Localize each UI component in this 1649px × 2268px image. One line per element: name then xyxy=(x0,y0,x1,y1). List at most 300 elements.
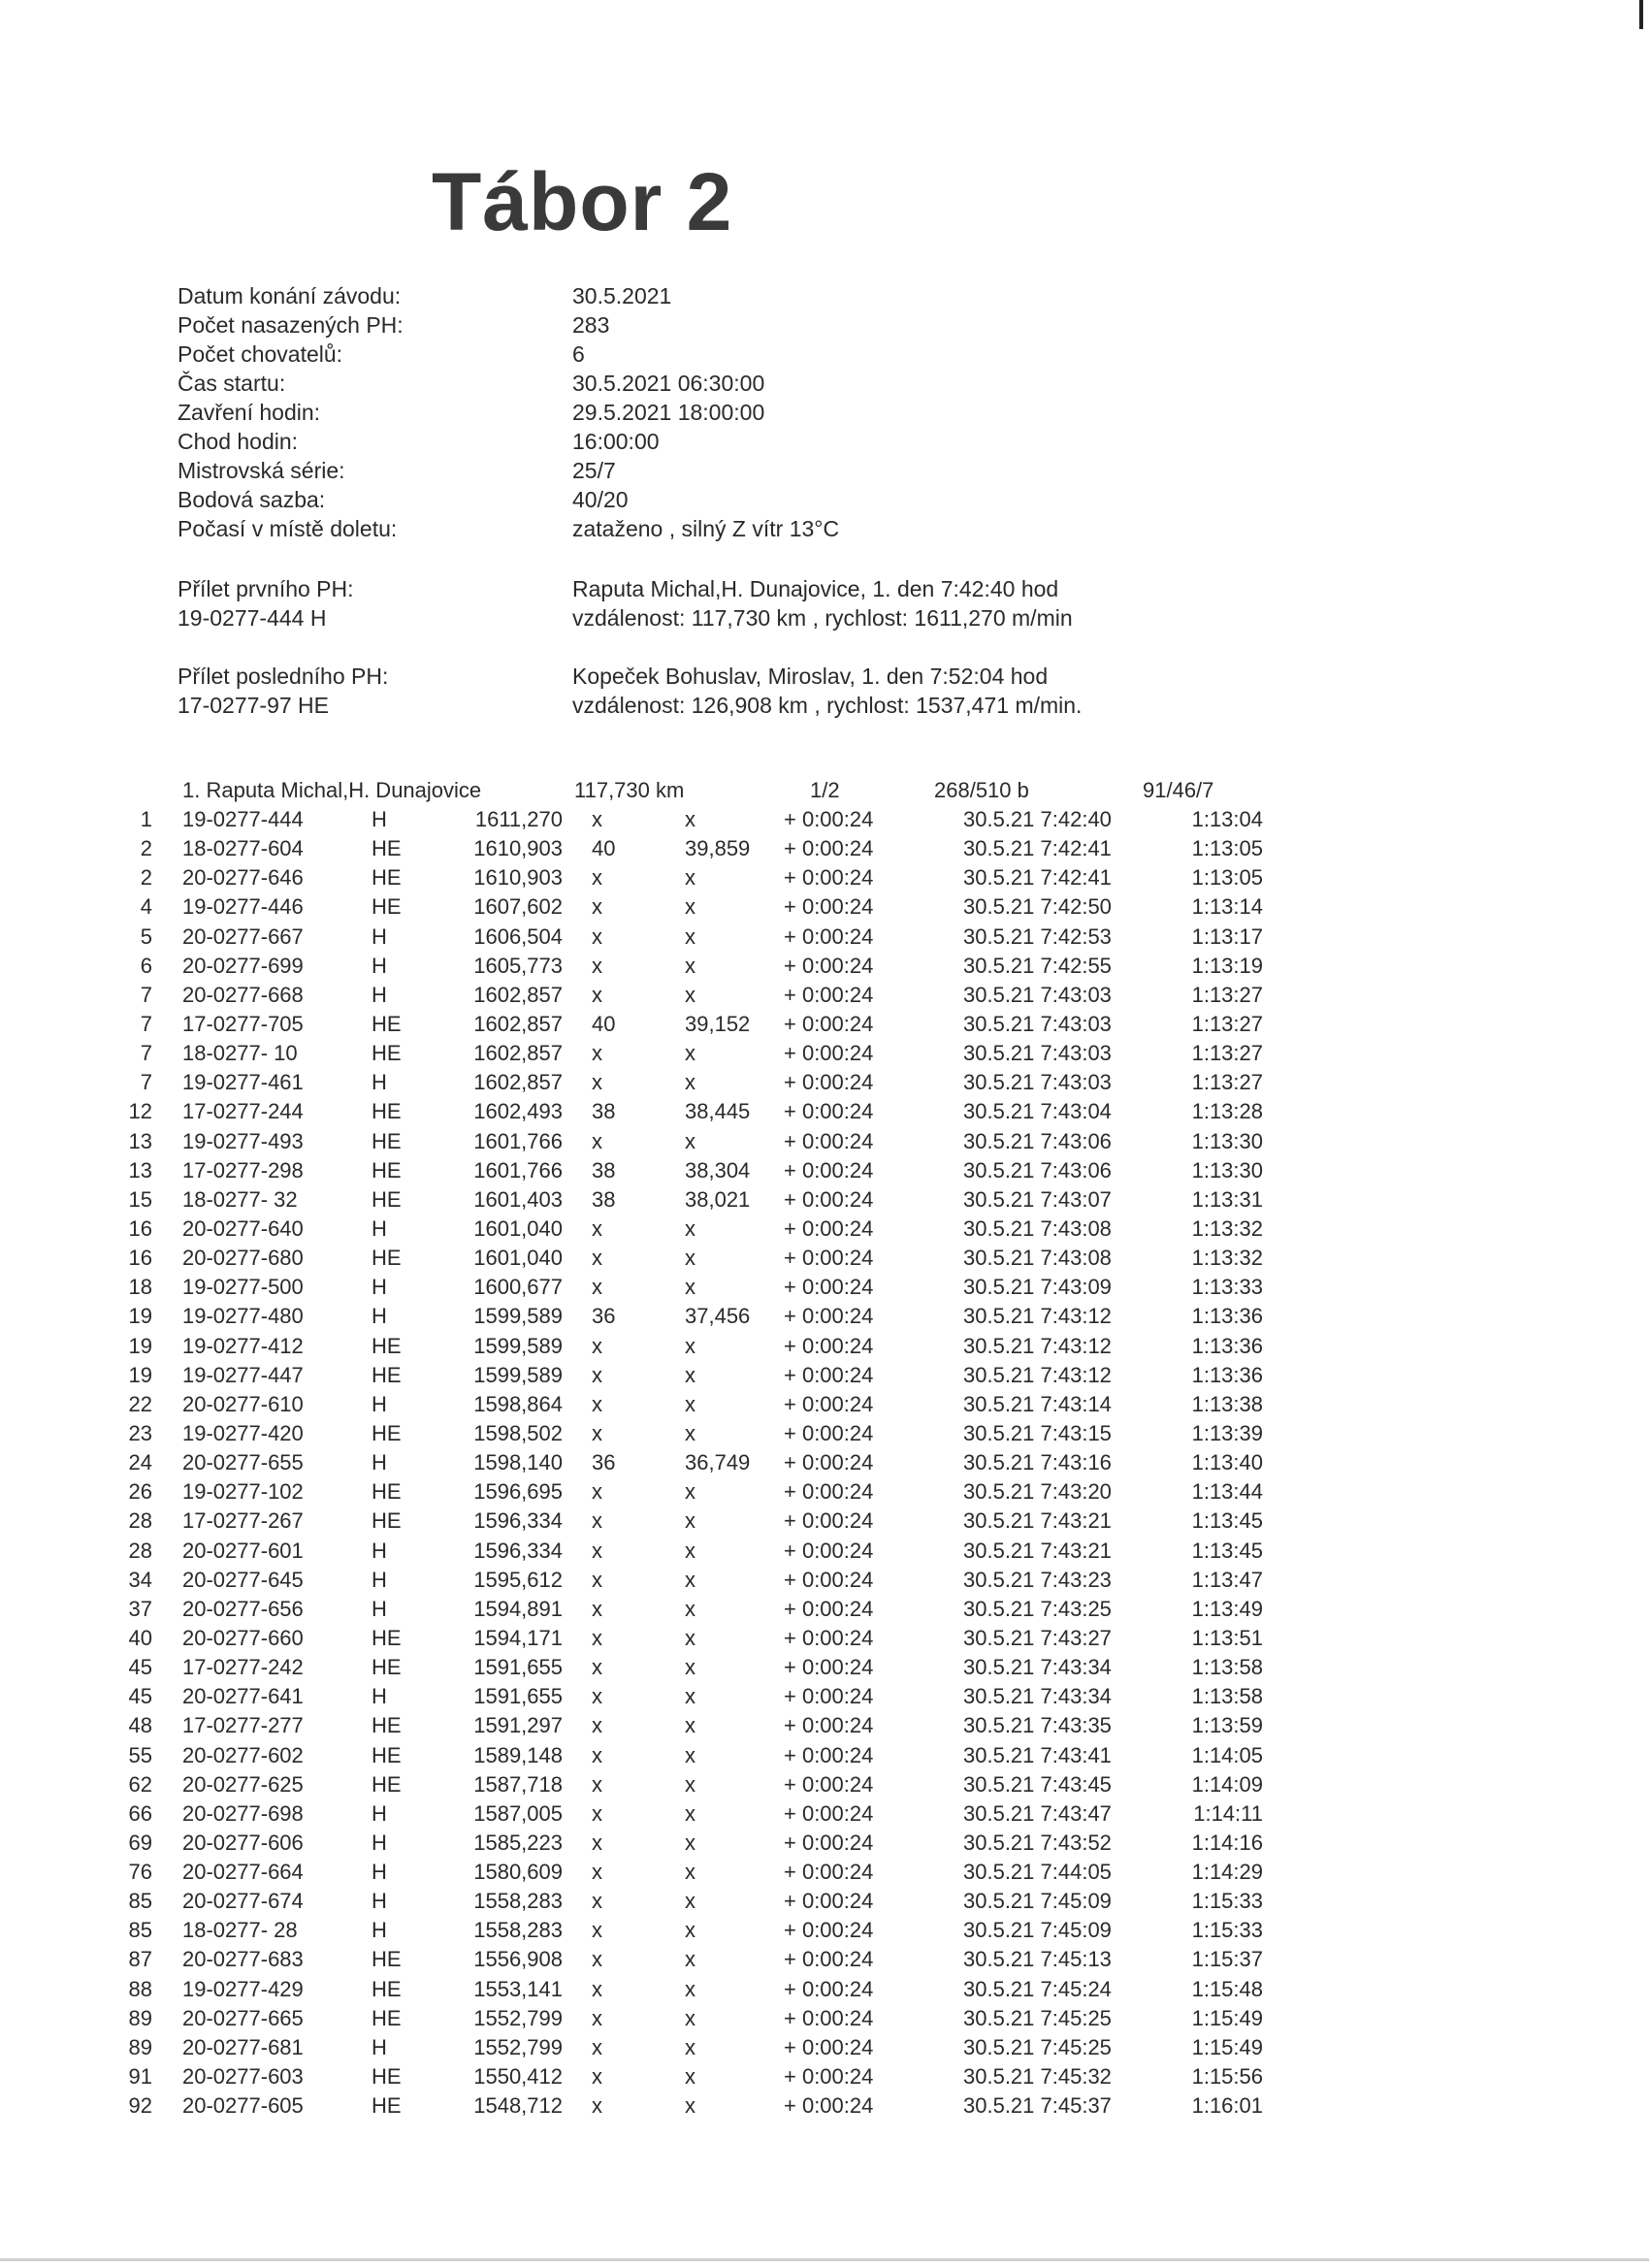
sex-cell: H xyxy=(372,1391,387,1416)
sex-cell: H xyxy=(372,1596,387,1621)
speed-cell: 1587,718 xyxy=(473,1771,563,1797)
last-arrival-label: Přílet posledního PH: xyxy=(178,664,389,689)
clock-correction-cell: + 0:00:24 xyxy=(784,1860,874,1885)
sex-cell: HE xyxy=(372,1625,402,1650)
table-row xyxy=(0,1361,1649,1390)
rank-cell: 15 xyxy=(128,1186,152,1212)
rank-cell: 85 xyxy=(128,1918,152,1943)
flight-time-cell: 1:13:27 xyxy=(1191,982,1263,1007)
speed-cell: 1587,005 xyxy=(473,1800,563,1826)
sex-cell: HE xyxy=(372,1128,402,1153)
coefficient-cell: x xyxy=(685,894,695,920)
coefficient-cell: x xyxy=(685,1041,695,1066)
table-row xyxy=(0,1711,1649,1740)
clock-correction-cell: + 0:00:24 xyxy=(784,1304,874,1329)
coefficient-cell: x xyxy=(685,1567,695,1592)
speed-cell: 1596,334 xyxy=(473,1538,563,1563)
clock-correction-cell: + 0:00:24 xyxy=(784,1275,874,1300)
clock-correction-cell: + 0:00:24 xyxy=(784,1800,874,1826)
coefficient-cell: x xyxy=(685,1479,695,1505)
sex-cell: HE xyxy=(372,1157,402,1183)
coefficient-cell: 38,021 xyxy=(685,1186,751,1212)
arrival-time-cell: 30.5.21 7:42:40 xyxy=(963,807,1112,831)
info-value: 25/7 xyxy=(572,458,616,483)
scan-bottom-edge xyxy=(0,2258,1649,2261)
points-cell: 40 xyxy=(592,836,616,861)
sex-cell: HE xyxy=(372,2093,402,2119)
points-cell: x xyxy=(592,1655,602,1680)
arrival-time-cell: 30.5.21 7:43:34 xyxy=(963,1684,1112,1709)
ring-number-cell: 18-0277- 10 xyxy=(182,1041,298,1066)
info-value: 283 xyxy=(572,312,610,338)
ring-number-cell: 20-0277-665 xyxy=(182,2005,304,2030)
rank-cell: 7 xyxy=(140,1070,152,1095)
points-cell: x xyxy=(592,2034,602,2059)
table-row xyxy=(0,1477,1649,1507)
table-row xyxy=(0,1068,1649,1097)
arrival-time-cell: 30.5.21 7:43:21 xyxy=(963,1538,1112,1563)
flight-time-cell: 1:15:33 xyxy=(1191,1889,1263,1914)
coefficient-cell: x xyxy=(685,1070,695,1095)
speed-cell: 1599,589 xyxy=(473,1333,563,1358)
sex-cell: HE xyxy=(372,1011,402,1036)
rank-cell: 55 xyxy=(128,1742,152,1767)
sex-cell: H xyxy=(372,1538,387,1563)
arrival-time-cell: 30.5.21 7:43:03 xyxy=(963,982,1112,1007)
speed-cell: 1553,141 xyxy=(473,1976,563,2001)
rank-cell: 19 xyxy=(128,1304,152,1329)
arrival-time-cell: 30.5.21 7:43:03 xyxy=(963,1041,1112,1066)
clock-correction-cell: + 0:00:24 xyxy=(784,865,874,891)
clock-correction-cell: + 0:00:24 xyxy=(784,2034,874,2059)
sex-cell: HE xyxy=(372,1655,402,1680)
points-cell: x xyxy=(592,1947,602,1972)
flight-time-cell: 1:13:49 xyxy=(1191,1596,1263,1621)
flight-time-cell: 1:15:49 xyxy=(1191,2034,1263,2059)
flight-time-cell: 1:13:51 xyxy=(1191,1625,1263,1650)
ring-number-cell: 20-0277-605 xyxy=(182,2093,304,2119)
speed-cell: 1580,609 xyxy=(473,1860,563,1885)
sex-cell: HE xyxy=(372,2005,402,2030)
sex-cell: H xyxy=(372,1275,387,1300)
rank-cell: 89 xyxy=(128,2034,152,2059)
points-cell: x xyxy=(592,1215,602,1241)
flight-time-cell: 1:13:04 xyxy=(1191,807,1263,831)
ring-number-cell: 20-0277-645 xyxy=(182,1567,304,1592)
speed-cell: 1552,799 xyxy=(473,2034,563,2059)
clock-correction-cell: + 0:00:24 xyxy=(784,2064,874,2090)
page-title: Tábor 2 xyxy=(432,156,733,247)
points-cell: x xyxy=(592,1275,602,1300)
ring-number-cell: 20-0277-681 xyxy=(182,2034,304,2059)
table-row xyxy=(0,2062,1649,2091)
speed-cell: 1601,766 xyxy=(473,1157,563,1183)
rank-cell: 91 xyxy=(128,2064,152,2090)
sex-cell: HE xyxy=(372,1771,402,1797)
speed-cell: 1602,857 xyxy=(473,982,563,1007)
points-cell: x xyxy=(592,1918,602,1943)
rank-cell: 69 xyxy=(128,1830,152,1855)
arrival-time-cell: 30.5.21 7:43:34 xyxy=(963,1655,1112,1680)
speed-cell: 1596,695 xyxy=(473,1479,563,1505)
clock-correction-cell: + 0:00:24 xyxy=(784,1538,874,1563)
coefficient-cell: x xyxy=(685,1655,695,1680)
arrival-time-cell: 30.5.21 7:43:03 xyxy=(963,1070,1112,1095)
points-cell: x xyxy=(592,1420,602,1445)
coefficient-cell: x xyxy=(685,1128,695,1153)
ring-number-cell: 20-0277-699 xyxy=(182,953,304,978)
info-label: Bodová sazba: xyxy=(178,487,326,512)
info-value: 30.5.2021 xyxy=(572,283,672,308)
coefficient-cell: x xyxy=(685,2093,695,2119)
ring-number-cell: 20-0277-683 xyxy=(182,1947,304,1972)
flight-time-cell: 1:13:30 xyxy=(1191,1128,1263,1153)
info-label: Zavření hodin: xyxy=(178,400,321,425)
rank-cell: 34 xyxy=(128,1567,152,1592)
clock-correction-cell: + 0:00:24 xyxy=(784,1450,874,1475)
speed-cell: 1605,773 xyxy=(473,953,563,978)
coefficient-cell: x xyxy=(685,1333,695,1358)
arrival-time-cell: 30.5.21 7:42:41 xyxy=(963,865,1112,891)
points-cell: x xyxy=(592,1041,602,1066)
clock-correction-cell: + 0:00:24 xyxy=(784,982,874,1007)
speed-cell: 1601,403 xyxy=(473,1186,563,1212)
rank-cell: 87 xyxy=(128,1947,152,1972)
arrival-time-cell: 30.5.21 7:43:08 xyxy=(963,1215,1112,1241)
flight-time-cell: 1:13:33 xyxy=(1191,1275,1263,1300)
rank-cell: 19 xyxy=(128,1362,152,1387)
arrival-time-cell: 30.5.21 7:43:15 xyxy=(963,1420,1112,1445)
rank-cell: 28 xyxy=(128,1508,152,1534)
ring-number-cell: 19-0277-420 xyxy=(182,1420,304,1445)
coefficient-cell: x xyxy=(685,807,695,831)
sex-cell: H xyxy=(372,807,387,831)
sex-cell: H xyxy=(372,1800,387,1826)
ring-number-cell: 20-0277-640 xyxy=(182,1215,304,1241)
ring-number-cell: 17-0277-277 xyxy=(182,1713,304,1738)
clock-correction-cell: + 0:00:24 xyxy=(784,1420,874,1445)
coefficient-cell: x xyxy=(685,2034,695,2059)
table-row xyxy=(0,1595,1649,1624)
coefficient-cell: x xyxy=(685,1947,695,1972)
ring-number-cell: 19-0277-102 xyxy=(182,1479,304,1505)
coefficient-cell: x xyxy=(685,1860,695,1885)
flight-time-cell: 1:13:38 xyxy=(1191,1391,1263,1416)
arrival-time-cell: 30.5.21 7:42:53 xyxy=(963,923,1112,949)
clock-correction-cell: + 0:00:24 xyxy=(784,1215,874,1241)
arrival-time-cell: 30.5.21 7:43:04 xyxy=(963,1099,1112,1124)
arrival-time-cell: 30.5.21 7:43:23 xyxy=(963,1567,1112,1592)
info-value: 16:00:00 xyxy=(572,429,660,454)
rank-cell: 5 xyxy=(140,923,152,949)
rank-cell: 18 xyxy=(128,1275,152,1300)
arrival-time-cell: 30.5.21 7:43:03 xyxy=(963,1011,1112,1036)
ring-number-cell: 20-0277-656 xyxy=(182,1596,304,1621)
table-row xyxy=(0,1887,1649,1916)
ring-number-cell: 19-0277-500 xyxy=(182,1275,304,1300)
first-arrival-line1: Raputa Michal,H. Dunajovice, 1. den 7:42:40 hod xyxy=(572,576,1059,601)
table-row xyxy=(0,1653,1649,1682)
arrival-time-cell: 30.5.21 7:43:20 xyxy=(963,1479,1112,1505)
info-label: Počet nasazených PH: xyxy=(178,312,404,338)
coefficient-cell: x xyxy=(685,1625,695,1650)
sex-cell: H xyxy=(372,1860,387,1885)
speed-cell: 1596,334 xyxy=(473,1508,563,1534)
ring-number-cell: 19-0277-444 xyxy=(182,807,304,831)
points-cell: x xyxy=(592,1713,602,1738)
ring-number-cell: 20-0277-680 xyxy=(182,1246,304,1271)
flight-time-cell: 1:13:45 xyxy=(1191,1508,1263,1534)
coefficient-cell: x xyxy=(685,1246,695,1271)
speed-cell: 1607,602 xyxy=(473,894,563,920)
rank-cell: 88 xyxy=(128,1976,152,2001)
flight-time-cell: 1:13:17 xyxy=(1191,923,1263,949)
rank-cell: 62 xyxy=(128,1771,152,1797)
clock-correction-cell: + 0:00:24 xyxy=(784,1479,874,1505)
speed-cell: 1600,677 xyxy=(473,1275,563,1300)
clock-correction-cell: + 0:00:24 xyxy=(784,1186,874,1212)
ring-number-cell: 18-0277-604 xyxy=(182,836,304,861)
speed-cell: 1602,857 xyxy=(473,1070,563,1095)
ring-number-cell: 20-0277-655 xyxy=(182,1450,304,1475)
table-row xyxy=(0,1770,1649,1799)
arrival-time-cell: 30.5.21 7:45:25 xyxy=(963,2034,1112,2059)
arrival-time-cell: 30.5.21 7:43:45 xyxy=(963,1771,1112,1797)
sex-cell: HE xyxy=(372,894,402,920)
ring-number-cell: 17-0277-242 xyxy=(182,1655,304,1680)
table-row xyxy=(0,1945,1649,1974)
points-cell: x xyxy=(592,1070,602,1095)
arrival-time-cell: 30.5.21 7:45:37 xyxy=(963,2093,1112,2119)
table-row xyxy=(0,1244,1649,1273)
rank-cell: 22 xyxy=(128,1391,152,1416)
flight-time-cell: 1:13:36 xyxy=(1191,1362,1263,1387)
table-row xyxy=(0,1448,1649,1477)
rank-cell: 45 xyxy=(128,1684,152,1709)
coefficient-cell: x xyxy=(685,1742,695,1767)
coefficient-cell: x xyxy=(685,1918,695,1943)
speed-cell: 1552,799 xyxy=(473,2005,563,2030)
flight-time-cell: 1:13:36 xyxy=(1191,1333,1263,1358)
coefficient-cell: 36,749 xyxy=(685,1450,751,1475)
coefficient-cell: 37,456 xyxy=(685,1304,751,1329)
info-value: 6 xyxy=(572,341,585,367)
arrival-time-cell: 30.5.21 7:43:14 xyxy=(963,1391,1112,1416)
rank-cell: 45 xyxy=(128,1655,152,1680)
table-row xyxy=(0,1185,1649,1215)
ring-number-cell: 20-0277-646 xyxy=(182,865,304,891)
rank-cell: 16 xyxy=(128,1246,152,1271)
flight-time-cell: 1:13:27 xyxy=(1191,1011,1263,1036)
table-row xyxy=(0,1829,1649,1858)
flight-time-cell: 1:13:36 xyxy=(1191,1304,1263,1329)
clock-correction-cell: + 0:00:24 xyxy=(784,923,874,949)
ring-number-cell: 20-0277-603 xyxy=(182,2064,304,2090)
points-cell: x xyxy=(592,1771,602,1797)
points-cell: x xyxy=(592,2005,602,2030)
points-cell: x xyxy=(592,1538,602,1563)
rank-cell: 40 xyxy=(128,1625,152,1650)
coefficient-cell: x xyxy=(685,1889,695,1914)
arrival-time-cell: 30.5.21 7:45:09 xyxy=(963,1918,1112,1943)
arrival-time-cell: 30.5.21 7:45:09 xyxy=(963,1889,1112,1914)
sex-cell: H xyxy=(372,1830,387,1855)
ring-number-cell: 19-0277-446 xyxy=(182,894,304,920)
points-cell: x xyxy=(592,953,602,978)
speed-cell: 1548,712 xyxy=(473,2093,563,2119)
coefficient-cell: x xyxy=(685,953,695,978)
results-header xyxy=(0,776,1649,805)
first-arrival-label: Přílet prvního PH: xyxy=(178,576,354,601)
points-cell: 36 xyxy=(592,1304,616,1329)
results-table xyxy=(0,805,1649,2121)
points-cell: 40 xyxy=(592,1011,616,1036)
rank-cell: 48 xyxy=(128,1713,152,1738)
speed-cell: 1558,283 xyxy=(473,1918,563,1943)
info-label: Datum konání závodu: xyxy=(178,283,402,308)
flight-time-cell: 1:13:40 xyxy=(1191,1450,1263,1475)
rank-cell: 7 xyxy=(140,1041,152,1066)
ring-number-cell: 18-0277- 32 xyxy=(182,1186,298,1212)
sex-cell: H xyxy=(372,1684,387,1709)
flight-time-cell: 1:14:09 xyxy=(1191,1771,1263,1797)
arrival-time-cell: 30.5.21 7:43:06 xyxy=(963,1128,1112,1153)
table-row xyxy=(0,1039,1649,1068)
scan-edge-mark xyxy=(1639,0,1643,29)
rank-cell: 13 xyxy=(128,1128,152,1153)
clock-correction-cell: + 0:00:24 xyxy=(784,2093,874,2119)
table-row xyxy=(0,923,1649,952)
info-label: Čas startu: xyxy=(178,371,286,396)
points-cell: x xyxy=(592,807,602,831)
clock-correction-cell: + 0:00:24 xyxy=(784,1362,874,1387)
coefficient-cell: x xyxy=(685,1538,695,1563)
arrival-time-cell: 30.5.21 7:45:13 xyxy=(963,1947,1112,1972)
info-value: 40/20 xyxy=(572,487,629,512)
last-arrival-ring: 17-0277-97 HE xyxy=(178,693,329,718)
table-row xyxy=(0,952,1649,981)
speed-cell: 1601,040 xyxy=(473,1246,563,1271)
speed-cell: 1589,148 xyxy=(473,1742,563,1767)
clock-correction-cell: + 0:00:24 xyxy=(784,1684,874,1709)
speed-cell: 1606,504 xyxy=(473,923,563,949)
clock-correction-cell: + 0:00:24 xyxy=(784,1041,874,1066)
table-row xyxy=(0,1215,1649,1244)
rank-cell: 24 xyxy=(128,1450,152,1475)
flight-time-cell: 1:13:47 xyxy=(1191,1567,1263,1592)
ring-number-cell: 20-0277-641 xyxy=(182,1684,304,1709)
coefficient-cell: 39,859 xyxy=(685,836,751,861)
table-row xyxy=(0,1624,1649,1653)
points-cell: x xyxy=(592,2093,602,2119)
clock-correction-cell: + 0:00:24 xyxy=(784,1830,874,1855)
table-row xyxy=(0,1741,1649,1770)
clock-correction-cell: + 0:00:24 xyxy=(784,1742,874,1767)
sex-cell: HE xyxy=(372,1713,402,1738)
coefficient-cell: x xyxy=(685,865,695,891)
clock-correction-cell: + 0:00:24 xyxy=(784,1947,874,1972)
speed-cell: 1585,223 xyxy=(473,1830,563,1855)
flight-time-cell: 1:13:39 xyxy=(1191,1420,1263,1445)
breeder-distance: 117,730 km xyxy=(574,778,685,802)
rank-cell: 92 xyxy=(128,2093,152,2119)
table-row xyxy=(0,2004,1649,2033)
rank-cell: 16 xyxy=(128,1215,152,1241)
table-row xyxy=(0,981,1649,1010)
clock-correction-cell: + 0:00:24 xyxy=(784,1157,874,1183)
sex-cell: HE xyxy=(372,1333,402,1358)
breeder-points: 268/510 b xyxy=(934,778,1029,802)
points-cell: 38 xyxy=(592,1099,616,1124)
speed-cell: 1602,857 xyxy=(473,1041,563,1066)
coefficient-cell: x xyxy=(685,1596,695,1621)
arrival-time-cell: 30.5.21 7:43:21 xyxy=(963,1508,1112,1534)
table-row xyxy=(0,805,1649,834)
table-row xyxy=(0,892,1649,922)
rank-cell: 1 xyxy=(140,807,152,831)
ring-number-cell: 20-0277-674 xyxy=(182,1889,304,1914)
arrival-time-cell: 30.5.21 7:43:08 xyxy=(963,1246,1112,1271)
flight-time-cell: 1:13:59 xyxy=(1191,1713,1263,1738)
table-row xyxy=(0,1916,1649,1945)
speed-cell: 1599,589 xyxy=(473,1304,563,1329)
points-cell: x xyxy=(592,1362,602,1387)
table-row xyxy=(0,1507,1649,1536)
arrival-time-cell: 30.5.21 7:43:09 xyxy=(963,1275,1112,1300)
ring-number-cell: 17-0277-298 xyxy=(182,1157,304,1183)
points-cell: x xyxy=(592,1333,602,1358)
flight-time-cell: 1:13:14 xyxy=(1191,894,1263,920)
breeder-name: 1. Raputa Michal,H. Dunajovice xyxy=(182,778,482,802)
table-row xyxy=(0,1127,1649,1156)
ring-number-cell: 17-0277-267 xyxy=(182,1508,304,1534)
speed-cell: 1556,908 xyxy=(473,1947,563,1972)
sex-cell: H xyxy=(372,1450,387,1475)
flight-time-cell: 1:15:37 xyxy=(1191,1947,1263,1972)
rank-cell: 12 xyxy=(128,1099,152,1124)
rank-cell: 4 xyxy=(140,894,152,920)
info-value: zataženo , silný Z vítr 13°C xyxy=(572,516,840,541)
sex-cell: HE xyxy=(372,1508,402,1534)
rank-cell: 76 xyxy=(128,1860,152,1885)
sex-cell: HE xyxy=(372,1976,402,2001)
flight-time-cell: 1:16:01 xyxy=(1191,2093,1263,2119)
flight-time-cell: 1:13:28 xyxy=(1191,1099,1263,1124)
speed-cell: 1594,891 xyxy=(473,1596,563,1621)
speed-cell: 1602,857 xyxy=(473,1011,563,1036)
sex-cell: H xyxy=(372,1215,387,1241)
flight-time-cell: 1:13:32 xyxy=(1191,1246,1263,1271)
ring-number-cell: 20-0277-606 xyxy=(182,1830,304,1855)
rank-cell: 28 xyxy=(128,1538,152,1563)
rank-cell: 89 xyxy=(128,2005,152,2030)
arrival-time-cell: 30.5.21 7:43:27 xyxy=(963,1625,1112,1650)
ring-number-cell: 19-0277-429 xyxy=(182,1976,304,2001)
flight-time-cell: 1:13:05 xyxy=(1191,865,1263,891)
arrival-time-cell: 30.5.21 7:45:25 xyxy=(963,2005,1112,2030)
speed-cell: 1598,502 xyxy=(473,1420,563,1445)
arrival-time-cell: 30.5.21 7:43:41 xyxy=(963,1742,1112,1767)
arrival-time-cell: 30.5.21 7:43:35 xyxy=(963,1713,1112,1738)
table-row xyxy=(0,1010,1649,1039)
coefficient-cell: x xyxy=(685,923,695,949)
sex-cell: HE xyxy=(372,1246,402,1271)
last-arrival-line2: vzdálenost: 126,908 km , rychlost: 1537,471 m/min. xyxy=(572,693,1083,718)
rank-cell: 13 xyxy=(128,1157,152,1183)
coefficient-cell: x xyxy=(685,982,695,1007)
arrival-time-cell: 30.5.21 7:43:12 xyxy=(963,1304,1112,1329)
coefficient-cell: x xyxy=(685,1713,695,1738)
